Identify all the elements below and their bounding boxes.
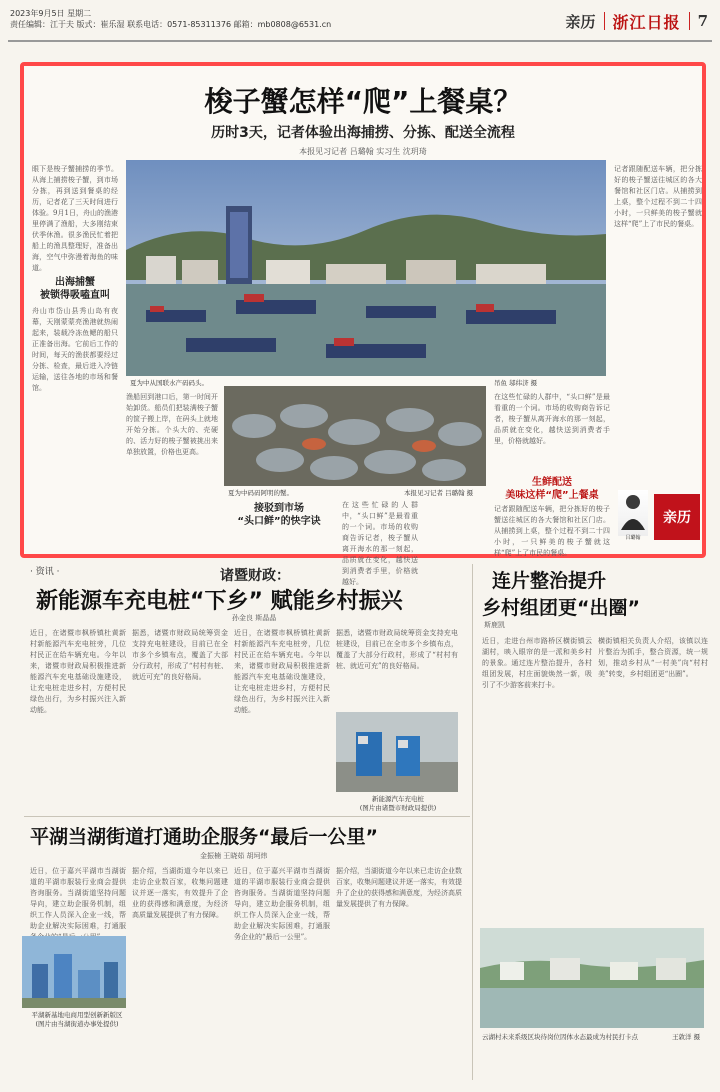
village-image	[480, 928, 704, 1028]
feature-subtitle: 历时3天，记者体验出海捕捞、分拣、配送全流程	[211, 125, 515, 141]
feature-col4b: 记者跟随配送车辆，把分拣好的梭子蟹送往城区的各大餐馆和社区门店。从捕捞到上桌，整个过程不到二十四小时，一只鲜美的梭子蟹就这样“爬”上了市民的餐桌。	[494, 505, 610, 557]
person-icon	[618, 490, 648, 530]
feature-title: 梭子蟹怎样“爬”上餐桌？	[204, 85, 522, 118]
article3-byline: 金振楠 王晓茹 胡坷炜	[200, 852, 268, 860]
article3-col1: 近日，位于嘉兴平湖市当湖街道的平湖市服装行业商会提供咨询服务。当湖街道坚持问题导向，建立助企服务机制，组织工作人员深入企业一线，帮助企业解决实际困难，打通服	[30, 867, 126, 930]
article2-title-line1[interactable]: 连片整治提升	[492, 570, 607, 592]
village-caption: 云湖村未来系级区块待岗位因体水态最成为村民打卡点	[482, 1033, 638, 1041]
building-image	[22, 936, 126, 1008]
masthead-date: 2023年9月5日 星期二	[10, 9, 92, 18]
charger-photo	[336, 712, 458, 792]
masthead-rule	[8, 40, 712, 42]
article1-col4: 据悉，诸暨市财政局统筹资金支持充电桩建设，目前已在全市多个乡镇布点，覆盖了大部分行政村，形成了“村村有桩、就近可充”的良好格局。	[336, 629, 458, 670]
article2-col2: 横街镇相关负责人介绍，该镇以连片整治为抓手，整合资源，统一规划，推动乡村从“一村美”向“村村美”转变，乡村组团更“出圈”。	[598, 637, 708, 678]
masthead-editors: 责任编辑：江于夫 版式：崔乐湿 联系电话：0571-85311376 邮箱：mb0808@6531.cn	[10, 20, 332, 29]
harbour-photo	[126, 160, 606, 376]
village-photo	[480, 928, 704, 1028]
article1-col3: 近日，在诸暨市枫桥镇杜黄新村新能源汽车充电桩旁，几位村民正在给车辆充电。今年以来，诸暨市财政局积极推进新能源汽车充电基础设施建设，让充电桩走进乡村，方便村民绿色出行，为乡村振兴注入新动能。	[234, 629, 330, 714]
article2-col1: 近日，走进台州市路桥区横街镇云湖村，映入眼帘的是一派和美乡村的景象。通过连片整治提升，各村组团发展，村庄面貌焕然一新，吸引了不少游客前来打卡。	[482, 637, 592, 689]
section-tag: · 资讯 ·	[30, 567, 60, 577]
feature-byline: 本报见习记者 吕璐翰 实习生 沈玥琦	[299, 147, 427, 156]
section-name: 亲历	[565, 12, 596, 31]
article2-title-line2[interactable]: 乡村组团更“出圈”	[482, 597, 640, 619]
charger-image	[336, 712, 458, 792]
paper-logo: 浙江日报	[612, 12, 681, 32]
charger-caption: 新能源汽车充电桩 (图片由诸暨市财政局提供)	[359, 795, 437, 812]
masthead	[0, 0, 720, 60]
article3-col3: 近日，位于嘉兴平湖市当湖街道的平湖市服装行业商会提供咨询服务。当湖街道坚持问题导向，建立助企服务机制，组织工作人员深入企业一线，帮助企业解决实际困难，打通服务企业的“最后一公里”。	[234, 867, 330, 941]
photo-caption-2: 夏为中码码阿明的蟹。	[228, 489, 293, 497]
article1-col2: 据悉，诸暨市财政局统筹资金支持充电桩建设，目前已在全市多个乡镇布点，覆盖了大部分行政村，形成了“村村有桩、就近可充”的良好格局。	[132, 629, 228, 681]
photo-credit-1: 吊鱼 邬纬济 摄	[494, 379, 538, 387]
article3-col4: 据介绍，当湖街道今年以来已走访企业数百家，收集问题建议并逐一落实，有效提升了企业的获得感和满意度，为经济高质量发展提供了有力保障。	[336, 867, 462, 908]
article1-kicker: 诸暨财政：	[220, 568, 290, 584]
photo-caption-1: 夏为中从国联水产码码头。	[130, 379, 208, 387]
crab-photo	[224, 386, 486, 486]
author-portrait	[618, 490, 648, 541]
village-credit: 王敦洋 摄	[672, 1033, 701, 1041]
feature-col1: 眼下是梭子蟹捕捞的季节。从海上捕捞梭子蟹，到市场分拣，再到送到餐桌的经历，记者花了三天时间进行体验。9月1日，舟山的渔港里停满了渔船，大多刚结束伏季休渔。很多渔民忙着把船上的渔具整理好，准备出海，空气中弥漫着海鱼的味道。	[32, 165, 118, 272]
page-number: 7	[697, 12, 708, 30]
column-badge: 亲历	[654, 494, 700, 540]
article3-col2: 据介绍，当湖街道今年以来已走访企业数百家，收集问题建议并逐一落实，有效提升了企业的获得感和满意度，为经济高质量发展提供了有力保障。	[132, 867, 228, 919]
feature-col4: 记者跟随配送车辆，把分拣好的梭子蟹送往城区的各大餐馆和社区门店。从捕捞到上桌，整个过程不到二十四小时，一只鲜美的梭子蟹就这样“爬”上了市民的餐桌。	[614, 165, 702, 228]
masthead-divider	[604, 12, 605, 30]
feature-subhead-2: 接驳到市场 “头口鲜”的快字诀	[237, 503, 321, 527]
feature-subhead-3: 生鲜配送 美味这样“爬”上餐桌	[505, 477, 599, 501]
article3-title[interactable]: 平湖当湖街道打通助企服务“最后一公里”	[30, 826, 378, 848]
article1-col1: 近日，在诸暨市枫桥镇杜黄新村新能源汽车充电桩旁，几位村民正在给车辆充电。今年以来，诸暨市财政局积极推进新能源汽车充电基础设施建设，让充电桩走进乡村，方便村民绿色出行，为乡村振兴注入新动能。	[30, 629, 126, 714]
feature-col1b: 舟山市岱山县秀山岛有夜幕，天刚蒙蒙亮渔港就热闹起来，装载冷冻鱼鳃的船只正准备出海。它前后工作的时间，每天的渔获都要经过分拣、检查，最后进入冷链运输，送往各地的市场和餐馆。	[32, 307, 118, 392]
author-label: 吕璐翰	[625, 535, 641, 541]
crab-image	[224, 386, 486, 486]
masthead-meta	[10, 8, 331, 30]
column-divider	[472, 564, 473, 1080]
article-divider	[24, 816, 470, 817]
feature-subhead-1: 出海捕蟹 被锁得吸嗑直叫	[40, 277, 110, 301]
harbour-image	[126, 160, 606, 376]
feature-col3b: 在这些忙碌的人群中，“头口鲜”是最看重的一个词。市场的收购商告诉记者，梭子蟹从离开海水的那一刻起，品质就在变化，越快送到消费者手里，价格就越好。	[494, 393, 610, 445]
feature-col3: 在这些忙碌的人群中，“头口鲜”是最看重的一个词。市场的收购商告诉记者，梭子蟹从离开海水的那一刻起，品质就在变化，越快送到消费者手里，价格就越好。	[342, 501, 418, 586]
article1-title[interactable]: 新能源车充电桩“下乡” 赋能乡村振兴	[36, 589, 403, 614]
feature-col2: 渔船回到港口后，第一时间开始卸货。船员们把装满梭子蟹的筐子搬上岸，在码头上就地开始分拣。个头大的、壳硬的、活力好的梭子蟹被挑出来单独放置，价格也更高。	[126, 393, 218, 456]
article1-byline: 孙金良 斯晶晶	[232, 614, 277, 622]
building-caption: 平湖新基地电商用型创新新版区 (图片由当湖街道办事处提供)	[31, 1011, 123, 1028]
building-photo	[22, 936, 126, 1008]
article2-byline: 斯鹿凯	[484, 621, 505, 629]
photo-credit-2: 本报见习记者 吕璐翰 摄	[404, 489, 474, 497]
masthead-brand	[566, 6, 708, 36]
masthead-divider	[689, 12, 690, 30]
